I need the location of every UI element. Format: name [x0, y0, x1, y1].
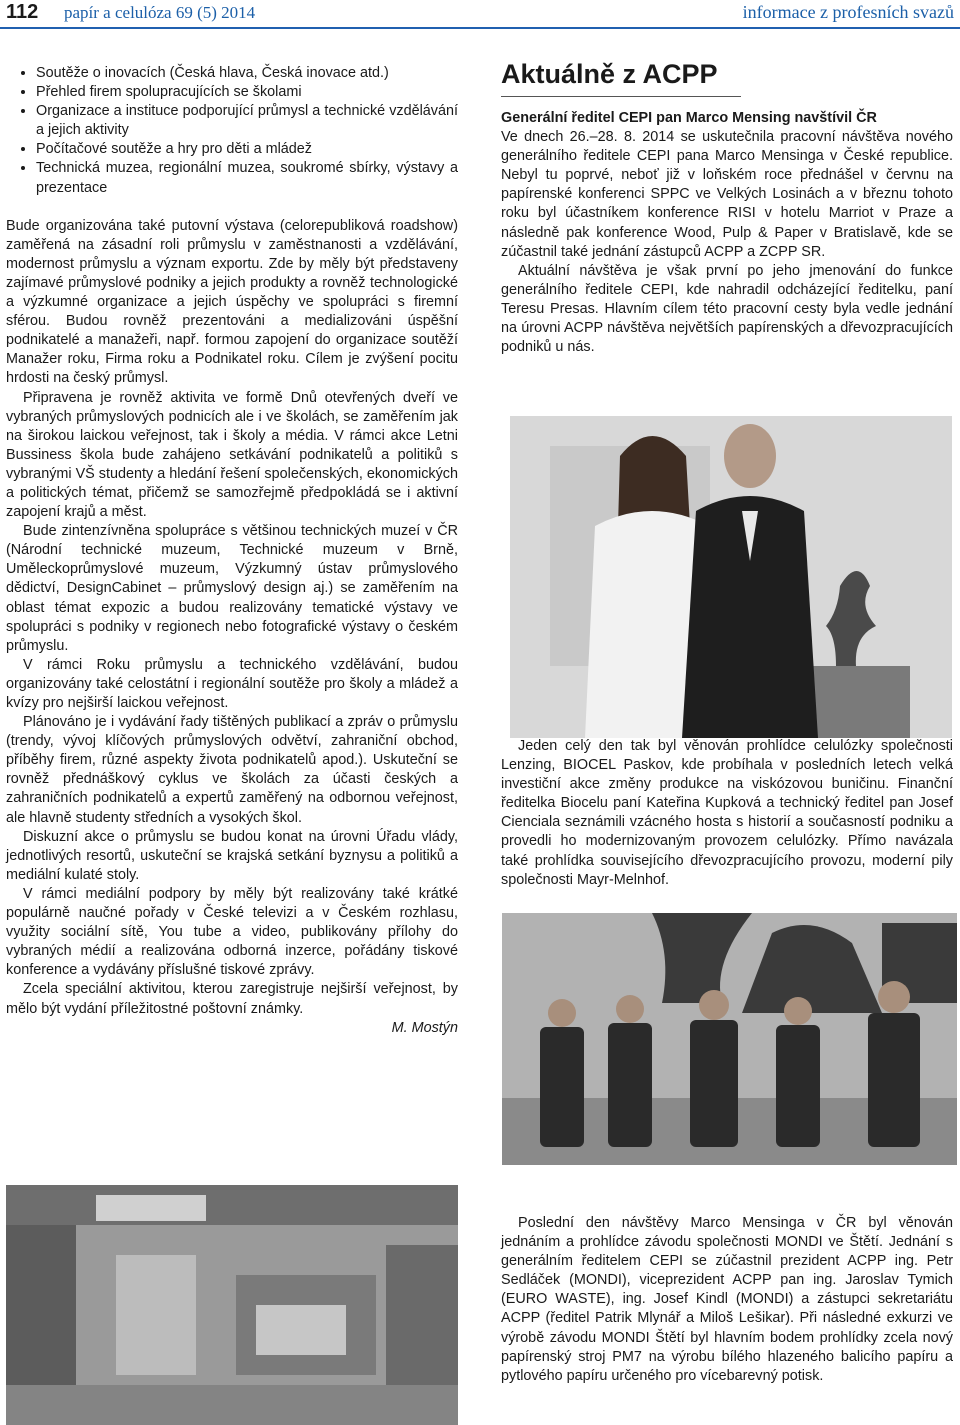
paragraph: Aktuální návštěva je však první po jeho jmenování do funkce generálního ředitele CEPI, kde nahradil odcházející ředitelku, paní Teresu Presas. Hlavním cílem této pracovní cesty byla vedle jednání na úrovni ACPP návštěva největších papírenských a dřevozpracujících podniků u nás.: [501, 262, 953, 356]
section-title: informace z profesních svazů: [742, 2, 954, 22]
photo-visit-portrait: [510, 416, 952, 738]
paragraph: Zcela speciální aktivitou, kterou zaregistruje nejširší veřejnost, by mělo být vydání příležitostné poštovní známky.: [6, 981, 458, 1017]
header-rule: [0, 27, 960, 29]
bullet-item: • Přehled firem spolupracujících se školami: [36, 83, 458, 102]
bullet-item: • Organizace a instituce podporující průmysl a technické vzdělávání a jejich aktivity: [36, 102, 458, 140]
photo-factory: [6, 1185, 458, 1425]
bullet-item: • Technická muzea, regionální muzea, soukromé sbírky, výstavy a prezentace: [36, 159, 458, 197]
author-signature: M. Mostýn: [391, 1019, 458, 1036]
page-header: [0, 0, 960, 26]
bullet-item: • Počítačové soutěže a hry pro děti a mládež: [36, 140, 458, 159]
photo-factory-graphic: [6, 1185, 458, 1425]
paragraph: V rámci Roku průmyslu a technického vzdělávání, budou organizovány také celostátní i regionální soutěže pro školy a mládež a kvízy pro nejširší laickou veřejnost.: [6, 656, 458, 711]
paragraph: Připravena je rovněž aktivita ve formě Dnů otevřených dveří ve vybraných průmyslových podnicích ale i ve školách, se zaměřením jak na širokou laickou veřejnost, tak i školy a média. V rámci akce Letni Bussiness škola bude zahájeno setkávání podnikatelů a politiků s vybranými VŠ studenty a hledání řešení společenských, ekonomických a politických témat, přičemž se samozřejmě předpokládá se i aktivní zapojení krajů a měst.: [6, 389, 458, 521]
title-divider: [501, 96, 741, 97]
caption-text: Poslední den návštěvy Marco Mensinga v ČR byl věnován jednáním a prohlídce závodu společnosti MONDI ve Štětí. Jednání s generálním ředitelem CEPI se zúčastnil prezident ACPP ing. Petr Sedláček (MONDI), viceprezident ACPP pan ing. Jaroslav Tymich (EURO WASTE), ing. Josef Kindl (MONDI) a zástupci sekretariátu ACPP (ředitel Patrik Mlynář a Miloš Lešikar). Při následné exkurzi ve výrobě závodu MONDI Štětí byl hlavním bodem prohlídky zcela nový papírenský stroj PM7 na výrobu bílého hlazeného balicího papíru a pytlového papíru určeného pro vícebarevný potisk.: [501, 1215, 953, 1384]
publication-title: papír a celulóza 69 (5) 2014: [64, 3, 256, 22]
photo-visit-portrait-graphic: [510, 416, 952, 738]
bullet-item: • Soutěže o inovacích (Česká hlava, Česká inovace atd.): [36, 64, 458, 83]
left-column: [6, 64, 458, 1038]
bullet-list: [6, 64, 458, 198]
paragraph: Bude zintenzívněna spolupráce s většinou technických muzeí v ČR (Národní technické muzeum, Technické muzeum v Brně, Uměleckoprůmyslové muzeum, Výzkumný ústav průmyslového dědictví, DesignCabinet – průmyslový design aj.) se zaměřením na oblast témat expozic a budou realizovány tematické výstavy ve spolupráci s podniky v regionech nebo fotografické výstavy o českém průmyslu.: [6, 523, 458, 654]
photo-caption-2: [501, 1214, 953, 1386]
article-subhead: Generální ředitel CEPI pan Marco Mensing navštívil ČR: [501, 110, 877, 126]
paragraph: V rámci mediální podpory by měly být realizovány také krátké populárně naučné pořady v České televizi a v Českém rozhlasu, využity sociální sítě, You tube a video, publikovány přílohy do vybraných médií a realizována odborná inzerce, pořádány tiskové konference a vydávány příslušné tiskové zprávy.: [6, 885, 458, 979]
caption-text: Jeden celý den tak byl věnován prohlídce celulózky společnosti Lenzing, BIOCEL Paskov, kde probíhala v posledních letech velká investiční akce změny produkce na viskózovou buničinu. Finanční ředitelka Biocelu paní Kateřina Kupková a technický ředitel pan Josef Cienciala seznámili vzácného hosta s historií a současností podniku a provedli ho modernizovaným provozem celulózky. Přímo navázala také prohlídka souvisejícího dřevozpracujícího provozu, moderní pily společnosti Mayr-Melnhof.: [501, 738, 953, 888]
paragraph: Bude organizována také putovní výstava (celorepubliková roadshow) zaměřená na zásadní roli průmyslu v zaměstnanosti a vzdělávání, modernost průmyslu a význam exportu. Zde by měly být představeny zajímavé průmyslové podniky a jejich produkty a rovněž technologické a výzkumné organizace a jejich úspěchy ve spolupráci s firemní sférou. Budou rovněž prezentováni a medializováni úspěšní podnikatelé a manažeři, např. formou zapojení do organizace soutěží Manažer roku, Firma roku a Podnikatel roku. Cílem je zvýšení pocitu hrdosti na český průmysl.: [6, 217, 458, 387]
page-number: 112: [6, 1, 39, 23]
photo-group-mondi: [502, 913, 957, 1165]
photo-caption-1: [501, 737, 953, 890]
paragraph: Plánováno je i vydávání řady tištěných publikací a zpráv o průmyslu (trendy, vývoj klíčových průmyslových odvětví, zahraniční obchod, příběhy firem, různé aspekty života podnikatelů apod.). Uskuteční se rovněž přednáškový cyklus ve školách za účasti českých a zahraničních podnikatelů a expertů zaměřený na odbornou veřejnost, ale hlavně studenty středních a vysokých škol.: [6, 714, 458, 826]
spacer: [6, 198, 458, 217]
paragraph: Diskuzní akce o průmyslu se budou konat na úrovni Úřadu vlády, jednotlivých resortů, uskuteční se krajská setkání byznysu a politiků a mediální kulaté stoly.: [6, 828, 458, 883]
photo-group-mondi-graphic: [502, 913, 957, 1165]
paragraph: Ve dnech 26.–28. 8. 2014 se uskutečnila pracovní návštěva nového generálního ředitele CEPI pana Marco Mensinga v České republice. Nebyl tu poprvé, neboť již v loňském roce přednášel v červnu na papírenské konferenci SPPC ve Velkých Losinách a v březnu tohoto roku byl účastníkem konference RISI v hotelu Marriot v Praze a následně pak konference Wood, Pulp & Paper v Bratislavě, kde se zúčastnil také jednání zástupců ACPP a ZCPP SR.: [501, 129, 953, 260]
article-title: Aktuálně z ACPP: [501, 59, 718, 89]
right-column: [501, 58, 953, 357]
